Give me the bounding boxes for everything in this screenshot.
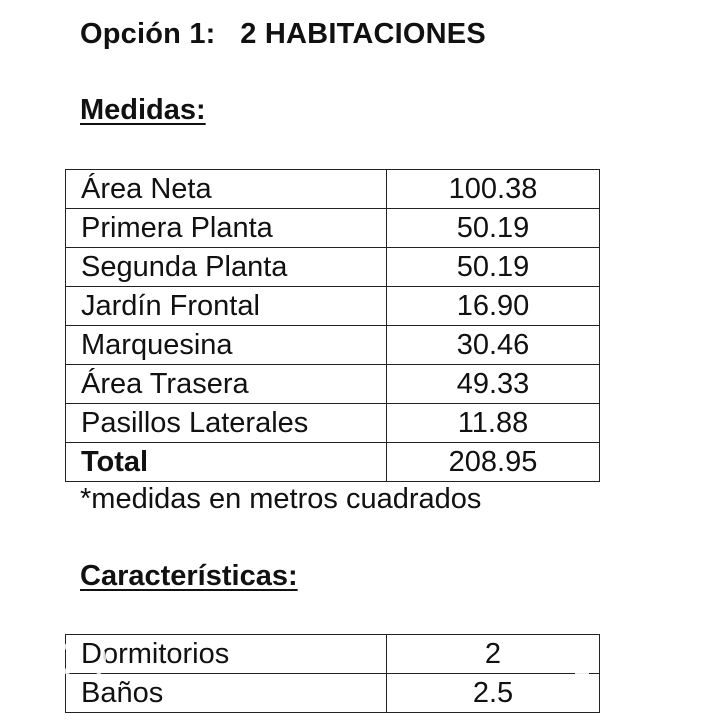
row-label: Baños	[66, 674, 387, 713]
row-value: 2	[387, 635, 600, 674]
row-label: Pasillos Laterales	[66, 404, 387, 443]
page-title: Opción 1: 2 HABITACIONES	[80, 18, 486, 50]
row-label: Dormitorios	[66, 635, 387, 674]
row-value: 16.90	[387, 287, 600, 326]
row-value: 2.5	[387, 674, 600, 713]
total-value: 208.95	[387, 443, 600, 482]
total-row	[66, 443, 600, 482]
row-value: 50.19	[387, 248, 600, 287]
table-row	[66, 209, 600, 248]
units-footnote: *medidas en metros cuadrados	[80, 483, 482, 515]
row-label: Área Neta	[66, 170, 387, 209]
row-label: Segunda Planta	[66, 248, 387, 287]
row-label: Área Trasera	[66, 365, 387, 404]
row-label: Jardín Frontal	[66, 287, 387, 326]
table-row	[66, 635, 600, 674]
table-row	[66, 404, 600, 443]
row-value: 30.46	[387, 326, 600, 365]
table-row	[66, 287, 600, 326]
table-row	[66, 674, 600, 713]
table-row	[66, 365, 600, 404]
row-label: Primera Planta	[66, 209, 387, 248]
row-value: 11.88	[387, 404, 600, 443]
total-label: Total	[66, 443, 387, 482]
table-row	[66, 170, 600, 209]
table-row	[66, 326, 600, 365]
row-label: Marquesina	[66, 326, 387, 365]
row-value: 50.19	[387, 209, 600, 248]
table-row	[66, 248, 600, 287]
caracteristicas-heading: Características:	[80, 560, 298, 592]
row-value: 100.38	[387, 170, 600, 209]
row-value: 49.33	[387, 365, 600, 404]
medidas-heading: Medidas:	[80, 94, 206, 126]
medidas-table	[65, 169, 600, 482]
caracteristicas-table	[65, 634, 600, 713]
